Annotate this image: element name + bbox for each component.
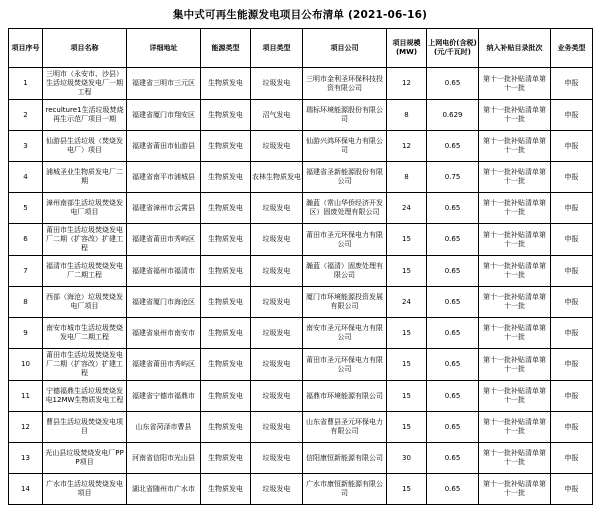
- cell-price: 0.65: [427, 287, 479, 318]
- cell-batch: 第十一批补贴清单第十一批: [479, 381, 551, 412]
- page-title: 集中式可再生能源发电项目公布清单 (2021-06-16): [172, 9, 428, 21]
- cell-no: 4: [9, 162, 43, 193]
- cell-biz-type: 申报: [551, 224, 593, 256]
- cell-company: 莆田市圣元环保电力有限公司: [303, 349, 387, 381]
- cell-scale: 12: [387, 68, 427, 100]
- cell-project-type: 垃圾发电: [251, 412, 303, 443]
- cell-energy-type: 生物质发电: [201, 131, 251, 162]
- cell-address: 福建省莆田市秀屿区: [127, 224, 201, 256]
- cell-price: 0.629: [427, 100, 479, 131]
- cell-name: 三明市（永安市、沙县）生活垃圾焚烧发电厂一期工程: [43, 68, 127, 100]
- cell-scale: 15: [387, 381, 427, 412]
- cell-biz-type: 申报: [551, 443, 593, 474]
- cell-biz-type: 申报: [551, 256, 593, 287]
- cell-biz-type: 申报: [551, 318, 593, 349]
- cell-name: 南安市城市生活垃圾焚烧发电厂二期工程: [43, 318, 127, 349]
- cell-address: 福建省莆田市秀屿区: [127, 349, 201, 381]
- cell-biz-type: 申报: [551, 162, 593, 193]
- cell-scale: 12: [387, 131, 427, 162]
- cell-price: 0.65: [427, 318, 479, 349]
- column-header-price: 上网电价(含税)(元/千瓦时): [427, 29, 479, 68]
- cell-price: 0.65: [427, 381, 479, 412]
- cell-address: 湖北省随州市广水市: [127, 474, 201, 505]
- cell-project-type: 垃圾发电: [251, 318, 303, 349]
- cell-energy-type: 生物质发电: [201, 474, 251, 505]
- cell-scale: 8: [387, 100, 427, 131]
- cell-project-type: 农林生物质发电: [251, 162, 303, 193]
- cell-project-type: 垃圾发电: [251, 443, 303, 474]
- cell-energy-type: 生物质发电: [201, 381, 251, 412]
- table-row: [9, 256, 593, 287]
- cell-name: reculture1生活垃圾焚烧再生示范厂项目一期: [43, 100, 127, 131]
- cell-scale: 24: [387, 193, 427, 224]
- cell-biz-type: 申报: [551, 100, 593, 131]
- cell-address: 福建省三明市三元区: [127, 68, 201, 100]
- cell-energy-type: 生物质发电: [201, 443, 251, 474]
- cell-biz-type: 申报: [551, 412, 593, 443]
- cell-biz-type: 申报: [551, 381, 593, 412]
- cell-company: 福鼎市环境能源有限公司: [303, 381, 387, 412]
- cell-batch: 第十一批补贴清单第十一批: [479, 193, 551, 224]
- table-header-row: [9, 29, 593, 68]
- project-list-table: [8, 28, 593, 505]
- cell-biz-type: 申报: [551, 287, 593, 318]
- cell-name: 漳州南部生活垃圾焚烧发电厂项目: [43, 193, 127, 224]
- cell-name: 宁德福鼎生活垃圾焚烧发电12MW生物质发电工程: [43, 381, 127, 412]
- table-row: [9, 224, 593, 256]
- cell-no: 3: [9, 131, 43, 162]
- cell-address: 福建省漳州市云霄县: [127, 193, 201, 224]
- cell-scale: 15: [387, 349, 427, 381]
- cell-no: 13: [9, 443, 43, 474]
- cell-biz-type: 申报: [551, 68, 593, 100]
- cell-price: 0.65: [427, 443, 479, 474]
- cell-address: 福建省泉州市南安市: [127, 318, 201, 349]
- cell-scale: 30: [387, 443, 427, 474]
- column-header-project-type: 项目类型: [251, 29, 303, 68]
- cell-batch: 第十一批补贴清单第十一批: [479, 474, 551, 505]
- cell-scale: 15: [387, 412, 427, 443]
- cell-batch: 第十一批补贴清单第十一批: [479, 68, 551, 100]
- cell-scale: 15: [387, 256, 427, 287]
- table-row: [9, 287, 593, 318]
- cell-no: 12: [9, 412, 43, 443]
- cell-company: 瀚蓝（常山华侨经济开发区）固废处理有限公司: [303, 193, 387, 224]
- table-row: [9, 131, 593, 162]
- cell-project-type: 垃圾发电: [251, 131, 303, 162]
- table-row: [9, 100, 593, 131]
- cell-address: 福建省宁德市福鼎市: [127, 381, 201, 412]
- table-row: [9, 162, 593, 193]
- column-header-name: 项目名称: [43, 29, 127, 68]
- cell-scale: 24: [387, 287, 427, 318]
- cell-company: 三明市金利圣环保科技投资有限公司: [303, 68, 387, 100]
- cell-no: 5: [9, 193, 43, 224]
- cell-batch: 第十一批补贴清单第十一批: [479, 256, 551, 287]
- cell-energy-type: 生物质发电: [201, 224, 251, 256]
- cell-batch: 第十一批补贴清单第十一批: [479, 287, 551, 318]
- cell-batch: 第十一批补贴清单第十一批: [479, 318, 551, 349]
- column-header-biz-type: 业务类型: [551, 29, 593, 68]
- cell-no: 10: [9, 349, 43, 381]
- cell-energy-type: 生物质发电: [201, 193, 251, 224]
- table-row: [9, 193, 593, 224]
- cell-energy-type: 生物质发电: [201, 412, 251, 443]
- cell-price: 0.65: [427, 349, 479, 381]
- cell-batch: 第十一批补贴清单第十一批: [479, 224, 551, 256]
- cell-batch: 第十一批补贴清单第十一批: [479, 100, 551, 131]
- cell-no: 6: [9, 224, 43, 256]
- column-header-scale: 项目规模(MW): [387, 29, 427, 68]
- cell-name: 曹县生活垃圾焚烧发电项目: [43, 412, 127, 443]
- cell-company: 广水市康恒新能源有限公司: [303, 474, 387, 505]
- cell-energy-type: 生物质发电: [201, 318, 251, 349]
- cell-company: 瀚蓝（福清）固废处理有限公司: [303, 256, 387, 287]
- column-header-no: 项目序号: [9, 29, 43, 68]
- cell-project-type: 垃圾发电: [251, 68, 303, 100]
- table-row: [9, 349, 593, 381]
- cell-project-type: 沼气发电: [251, 100, 303, 131]
- cell-price: 0.75: [427, 162, 479, 193]
- cell-energy-type: 生物质发电: [201, 287, 251, 318]
- table-row: [9, 412, 593, 443]
- table-body: [9, 68, 593, 505]
- cell-company: 南安市圣元环保电力有限公司: [303, 318, 387, 349]
- cell-no: 14: [9, 474, 43, 505]
- table-row: [9, 443, 593, 474]
- cell-energy-type: 生物质发电: [201, 100, 251, 131]
- cell-company: 山东省曹县圣元环保电力有限公司: [303, 412, 387, 443]
- column-header-company: 项目公司: [303, 29, 387, 68]
- cell-price: 0.65: [427, 224, 479, 256]
- cell-price: 0.65: [427, 474, 479, 505]
- cell-no: 9: [9, 318, 43, 349]
- cell-biz-type: 申报: [551, 474, 593, 505]
- cell-no: 7: [9, 256, 43, 287]
- cell-project-type: 垃圾发电: [251, 256, 303, 287]
- cell-no: 11: [9, 381, 43, 412]
- cell-biz-type: 申报: [551, 349, 593, 381]
- table-row: [9, 318, 593, 349]
- cell-batch: 第十一批补贴清单第十一批: [479, 162, 551, 193]
- cell-batch: 第十一批补贴清单第十一批: [479, 349, 551, 381]
- cell-name: 仙游县生活垃圾（焚烧发电厂）项目: [43, 131, 127, 162]
- cell-energy-type: 生物质发电: [201, 162, 251, 193]
- column-header-address: 详细地址: [127, 29, 201, 68]
- cell-company: 莆田市圣元环保电力有限公司: [303, 224, 387, 256]
- table-row: [9, 474, 593, 505]
- cell-project-type: 垃圾发电: [251, 349, 303, 381]
- cell-price: 0.65: [427, 412, 479, 443]
- cell-name: 福清市生活垃圾焚烧发电厂二期工程: [43, 256, 127, 287]
- column-header-energy-type: 能源类型: [201, 29, 251, 68]
- cell-company: 厦门市环境能源投资发展有限公司: [303, 287, 387, 318]
- cell-address: 山东省菏泽市曹县: [127, 412, 201, 443]
- cell-biz-type: 申报: [551, 131, 593, 162]
- cell-biz-type: 申报: [551, 193, 593, 224]
- cell-company: 瑞标环境能源股份有限公司: [303, 100, 387, 131]
- cell-price: 0.65: [427, 193, 479, 224]
- cell-scale: 8: [387, 162, 427, 193]
- table-row: [9, 381, 593, 412]
- cell-company: 信阳康恒新能源有限公司: [303, 443, 387, 474]
- cell-name: 广水市生活垃圾焚烧发电项目: [43, 474, 127, 505]
- cell-energy-type: 生物质发电: [201, 68, 251, 100]
- cell-batch: 第十一批补贴清单第十一批: [479, 131, 551, 162]
- cell-project-type: 垃圾发电: [251, 381, 303, 412]
- cell-name: 莆田市生活垃圾焚烧发电厂二期（扩容改）扩建工程: [43, 224, 127, 256]
- cell-price: 0.65: [427, 131, 479, 162]
- cell-address: 福建省莆田市仙游县: [127, 131, 201, 162]
- column-header-batch: 纳入补贴目录批次: [479, 29, 551, 68]
- cell-name: 浦城圣业生物质发电厂二期: [43, 162, 127, 193]
- table-row: [9, 68, 593, 100]
- cell-scale: 15: [387, 318, 427, 349]
- cell-no: 1: [9, 68, 43, 100]
- cell-energy-type: 生物质发电: [201, 349, 251, 381]
- cell-price: 0.65: [427, 256, 479, 287]
- cell-address: 福建省厦门市翔安区: [127, 100, 201, 131]
- cell-name: 西部（海沧）垃圾焚烧发电厂项目: [43, 287, 127, 318]
- cell-address: 福建省福州市福清市: [127, 256, 201, 287]
- cell-address: 福建省厦门市海沧区: [127, 287, 201, 318]
- cell-address: 河南省信阳市光山县: [127, 443, 201, 474]
- cell-project-type: 垃圾发电: [251, 224, 303, 256]
- cell-address: 福建省南平市浦城县: [127, 162, 201, 193]
- cell-project-type: 垃圾发电: [251, 193, 303, 224]
- cell-name: 莆田市生活垃圾焚烧发电厂二期（扩容改）扩建工程: [43, 349, 127, 381]
- cell-name: 光山县垃圾焚烧发电厂PPP项目: [43, 443, 127, 474]
- cell-no: 8: [9, 287, 43, 318]
- cell-company: 仙游兴鸿环保电力有限公司: [303, 131, 387, 162]
- cell-batch: 第十一批补贴清单第十一批: [479, 443, 551, 474]
- cell-energy-type: 生物质发电: [201, 256, 251, 287]
- cell-scale: 15: [387, 474, 427, 505]
- cell-project-type: 垃圾发电: [251, 287, 303, 318]
- cell-no: 2: [9, 100, 43, 131]
- cell-price: 0.65: [427, 68, 479, 100]
- cell-scale: 15: [387, 224, 427, 256]
- cell-batch: 第十一批补贴清单第十一批: [479, 412, 551, 443]
- cell-company: 福建省圣新能源股份有限公司: [303, 162, 387, 193]
- cell-project-type: 垃圾发电: [251, 474, 303, 505]
